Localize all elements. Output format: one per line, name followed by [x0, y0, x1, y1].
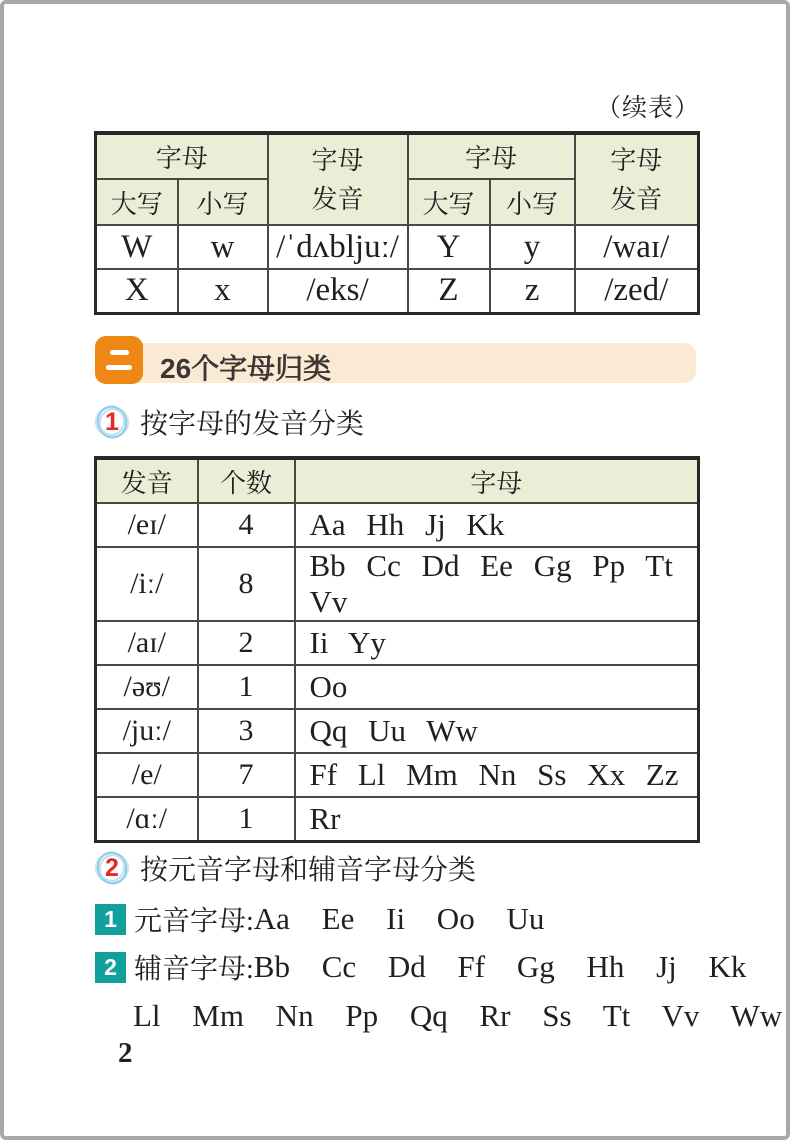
consonant-label: 辅音字母:	[134, 954, 254, 985]
col-header-letter: 字母	[96, 133, 268, 179]
page-number: 2	[118, 1037, 133, 1069]
pronunciation-cell: /iː/	[96, 547, 198, 621]
uppercase-letter-cell: X	[96, 269, 178, 313]
subsection-2	[94, 848, 476, 888]
count-cell: 7	[198, 753, 295, 797]
letters-cell: Bb Cc Dd Ee Gg Pp Tt Vv	[295, 547, 699, 621]
table-row	[96, 665, 699, 709]
lowercase-letter-cell: x	[178, 269, 268, 313]
col-header-uppercase: 大写	[408, 179, 490, 225]
consonant-letters-line2: Ll Mm Nn Pp Qq Rr Ss Tt Vv Ww	[133, 998, 783, 1033]
col-header-lowercase: 小写	[490, 179, 575, 225]
letters-cell: Qq Uu Ww	[295, 709, 699, 753]
letters-cell: Aa Hh Jj Kk	[295, 503, 699, 547]
uppercase-letter-cell: W	[96, 225, 178, 269]
lowercase-letter-cell: y	[490, 225, 575, 269]
subsection-number: 1	[105, 407, 119, 436]
uppercase-letter-cell: Z	[408, 269, 490, 313]
count-cell: 4	[198, 503, 295, 547]
table-row	[96, 753, 699, 797]
subsection-title: 按字母的发音分类	[140, 409, 365, 440]
section-number-badge	[95, 336, 143, 384]
circled-number-icon	[94, 850, 130, 886]
lowercase-letter-cell: w	[178, 225, 268, 269]
letters-cell: Rr	[295, 797, 699, 841]
pronunciation-cell: /juː/	[96, 709, 198, 753]
header-pronunciation-text: 发音	[610, 184, 663, 214]
pronunciation-cell: /eks/	[268, 269, 408, 313]
pronunciation-cell: /e/	[96, 753, 198, 797]
col-header-letter-pronunciation	[575, 133, 699, 225]
letters-cell: Ff Ll Mm Nn Ss Xx Zz	[295, 753, 699, 797]
badge-glyph-stroke	[106, 365, 132, 370]
header-letter-text: 字母	[610, 145, 663, 175]
lowercase-letter-cell: z	[490, 269, 575, 313]
square-number-badge: 2	[95, 952, 126, 983]
square-number-badge: 1	[95, 904, 126, 935]
table-row	[96, 621, 699, 665]
count-cell: 1	[198, 797, 295, 841]
subsection-1	[94, 402, 364, 442]
col-header-letter-pronunciation	[268, 133, 408, 225]
vowel-letters: Aa Ee Ii Oo Uu	[253, 901, 545, 936]
col-header-letters: 字母	[295, 458, 699, 503]
pronunciation-cell: /waɪ/	[575, 225, 699, 269]
header-pronunciation-text: 发音	[311, 184, 364, 214]
pronunciation-cell: /aɪ/	[96, 621, 198, 665]
pronunciation-cell: /eɪ/	[96, 503, 198, 547]
section-title: 26个字母归类	[160, 353, 332, 384]
letters-cell: Oo	[295, 665, 699, 709]
table-header-row	[96, 133, 699, 179]
pronunciation-cell: /əʊ/	[96, 665, 198, 709]
count-cell: 2	[198, 621, 295, 665]
col-header-count: 个数	[198, 458, 295, 503]
table-row	[96, 225, 699, 269]
table-row	[96, 797, 699, 841]
pronunciation-cell: /ɑː/	[96, 797, 198, 841]
col-header-lowercase: 小写	[178, 179, 268, 225]
table-row	[96, 269, 699, 313]
header-letter-text: 字母	[311, 145, 364, 175]
col-header-pronunciation: 发音	[96, 458, 198, 503]
consonant-letters-item	[95, 947, 746, 987]
consonant-letters-line1: Bb Cc Dd Ff Gg Hh Jj Kk	[253, 949, 747, 984]
col-header-uppercase: 大写	[96, 179, 178, 225]
table-row	[96, 547, 699, 621]
pronunciation-grouping-table	[94, 456, 700, 843]
count-cell: 8	[198, 547, 295, 621]
vowel-label: 元音字母:	[134, 906, 254, 937]
table-header-row	[96, 458, 699, 503]
count-cell: 3	[198, 709, 295, 753]
subsection-title: 按元音字母和辅音字母分类	[140, 855, 477, 886]
count-cell: 1	[198, 665, 295, 709]
pronunciation-cell: /ˈdʌbljuː/	[268, 225, 408, 269]
vowel-letters-item	[95, 899, 544, 939]
circled-number-icon	[94, 404, 130, 440]
table-row	[96, 709, 699, 753]
letters-cell: Ii Yy	[295, 621, 699, 665]
col-header-letter: 字母	[408, 133, 575, 179]
alphabet-pronunciation-table	[94, 131, 700, 315]
uppercase-letter-cell: Y	[408, 225, 490, 269]
subsection-number: 2	[105, 853, 119, 882]
continued-table-label: （续表）	[595, 95, 700, 122]
badge-glyph-stroke	[110, 350, 129, 355]
pronunciation-cell: /zed/	[575, 269, 699, 313]
table-row	[96, 503, 699, 547]
